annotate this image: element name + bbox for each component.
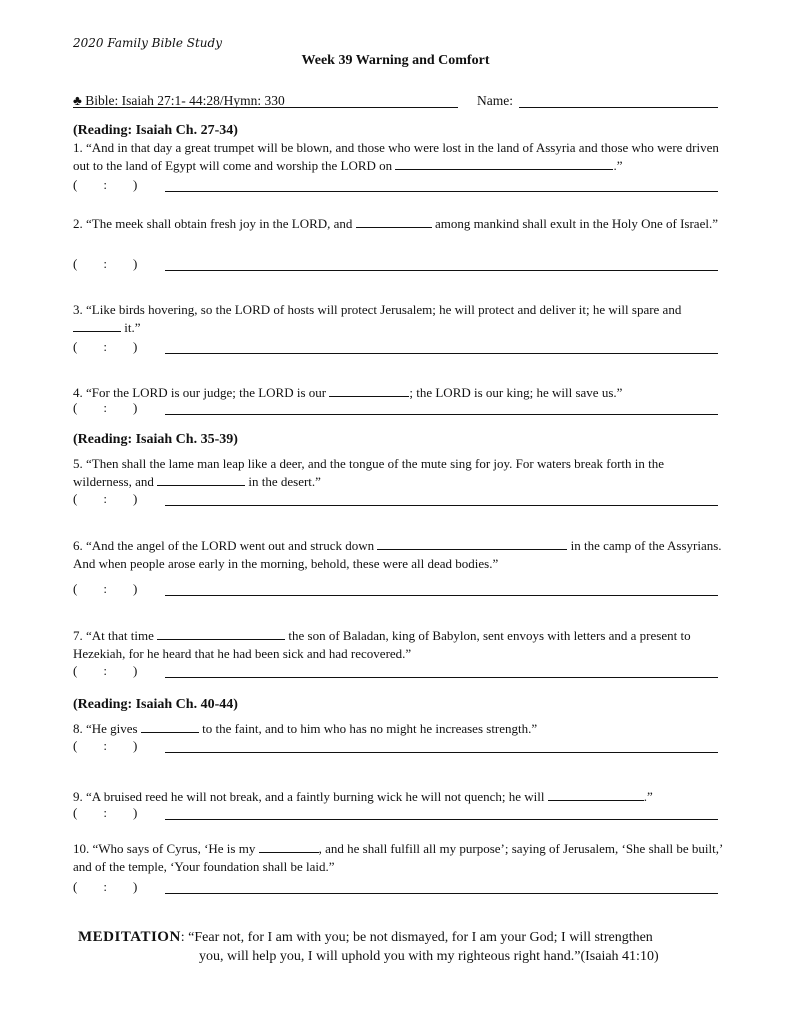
bible-underline <box>73 107 458 108</box>
reference-row-4 <box>73 400 718 418</box>
reference-placeholder: ( : ) <box>73 400 138 415</box>
reference-placeholder: ( : ) <box>73 256 138 271</box>
section-heading: (Reading: Isaiah Ch. 40-44) <box>73 697 238 712</box>
reference-row-5 <box>73 491 718 509</box>
bible-reference: ♣ Bible: Isaiah 27:1- 44:28/Hymn: 330 <box>73 93 285 108</box>
answer-blank[interactable] <box>259 840 319 853</box>
reference-answer-line[interactable] <box>165 353 718 354</box>
answer-blank[interactable] <box>395 157 613 170</box>
reference-answer-line[interactable] <box>165 819 718 820</box>
reference-row-8 <box>73 738 718 756</box>
meditation-label: MEDITATION <box>78 929 181 945</box>
question-1: 1. “And in that day a great trumpet will be blown, and those who were lost in the land of Assyria and those who were driven out to the land of Egypt will come and worship the LORD on .” <box>73 140 719 173</box>
reference-row-9 <box>73 805 718 823</box>
corner-label: 2020 Family Bible Study <box>73 36 222 50</box>
reference-answer-line[interactable] <box>165 595 718 596</box>
reference-row-6 <box>73 581 718 599</box>
question-5: 5. “Then shall the lame man leap like a deer, and the tongue of the mute sing for joy. For waters break forth in the wilderness, and in the desert.” <box>73 456 665 489</box>
section-heading: (Reading: Isaiah Ch. 27-34) <box>73 123 238 138</box>
question-4: 4. “For the LORD is our judge; the LORD is our ; the LORD is our king; he will save us.” <box>73 385 623 400</box>
bible-row <box>73 93 718 111</box>
reference-placeholder: ( : ) <box>73 879 138 894</box>
answer-blank[interactable] <box>157 627 285 640</box>
answer-blank[interactable] <box>157 473 245 486</box>
reference-answer-line[interactable] <box>165 752 718 753</box>
question-6: 6. “And the angel of the LORD went out and struck down in the camp of the Assyrians. And when people arose early in the morning, behold, these were all dead bodies.” <box>73 538 722 571</box>
reference-answer-line[interactable] <box>165 270 718 271</box>
meditation-line-2: you, will help you, I will uphold you with my righteous right hand.”(Isaiah 41:10) <box>199 949 659 964</box>
question-9: 9. “A bruised reed he will not break, and a faintly burning wick he will not quench; he will .” <box>73 789 653 804</box>
reference-answer-line[interactable] <box>165 893 718 894</box>
name-input-line[interactable] <box>519 107 718 108</box>
reference-row-3 <box>73 339 718 357</box>
answer-blank[interactable] <box>141 720 199 733</box>
page-title: Week 39 Warning and Comfort <box>301 53 490 68</box>
section-heading: (Reading: Isaiah Ch. 35-39) <box>73 432 238 447</box>
answer-blank[interactable] <box>548 788 644 801</box>
reference-answer-line[interactable] <box>165 505 718 506</box>
reference-answer-line[interactable] <box>165 414 718 415</box>
reference-placeholder: ( : ) <box>73 581 138 596</box>
reference-row-10 <box>73 879 718 897</box>
answer-blank[interactable] <box>377 537 567 550</box>
reference-answer-line[interactable] <box>165 677 718 678</box>
question-2: 2. “The meek shall obtain fresh joy in the LORD, and among mankind shall exult in the Holy One of Israel.” <box>73 216 718 231</box>
reference-row-1 <box>73 177 718 195</box>
reference-placeholder: ( : ) <box>73 177 138 192</box>
meditation-line-1: MEDITATION: “Fear not, for I am with you; be not dismayed, for I am your God; I will strengthen <box>78 929 653 945</box>
reference-placeholder: ( : ) <box>73 663 138 678</box>
meditation <box>78 928 738 966</box>
question-3: 3. “Like birds hovering, so the LORD of hosts will protect Jerusalem; he will protect and deliver it; he will spare and it.” <box>73 302 682 335</box>
reference-placeholder: ( : ) <box>73 738 138 753</box>
reference-placeholder: ( : ) <box>73 339 138 354</box>
question-8: 8. “He gives to the faint, and to him who has no might he increases strength.” <box>73 721 538 736</box>
reference-row-2 <box>73 256 718 274</box>
reference-placeholder: ( : ) <box>73 805 138 820</box>
reference-placeholder: ( : ) <box>73 491 138 506</box>
answer-blank[interactable] <box>329 384 409 397</box>
question-7: 7. “At that time the son of Baladan, king of Babylon, sent envoys with letters and a present to Hezekiah, for he heard that he had been sick and had recovered.” <box>73 628 691 661</box>
reference-row-7 <box>73 663 718 681</box>
question-10: 10. “Who says of Cyrus, ‘He is my , and he shall fulfill all my purpose’; saying of Jerusalem, ‘She shall be built,’ and of the temple, ‘Your foundation shall be laid.” <box>73 841 723 874</box>
name-label: Name: <box>477 93 513 108</box>
reference-answer-line[interactable] <box>165 191 718 192</box>
answer-blank[interactable] <box>73 319 121 332</box>
answer-blank[interactable] <box>356 215 432 228</box>
